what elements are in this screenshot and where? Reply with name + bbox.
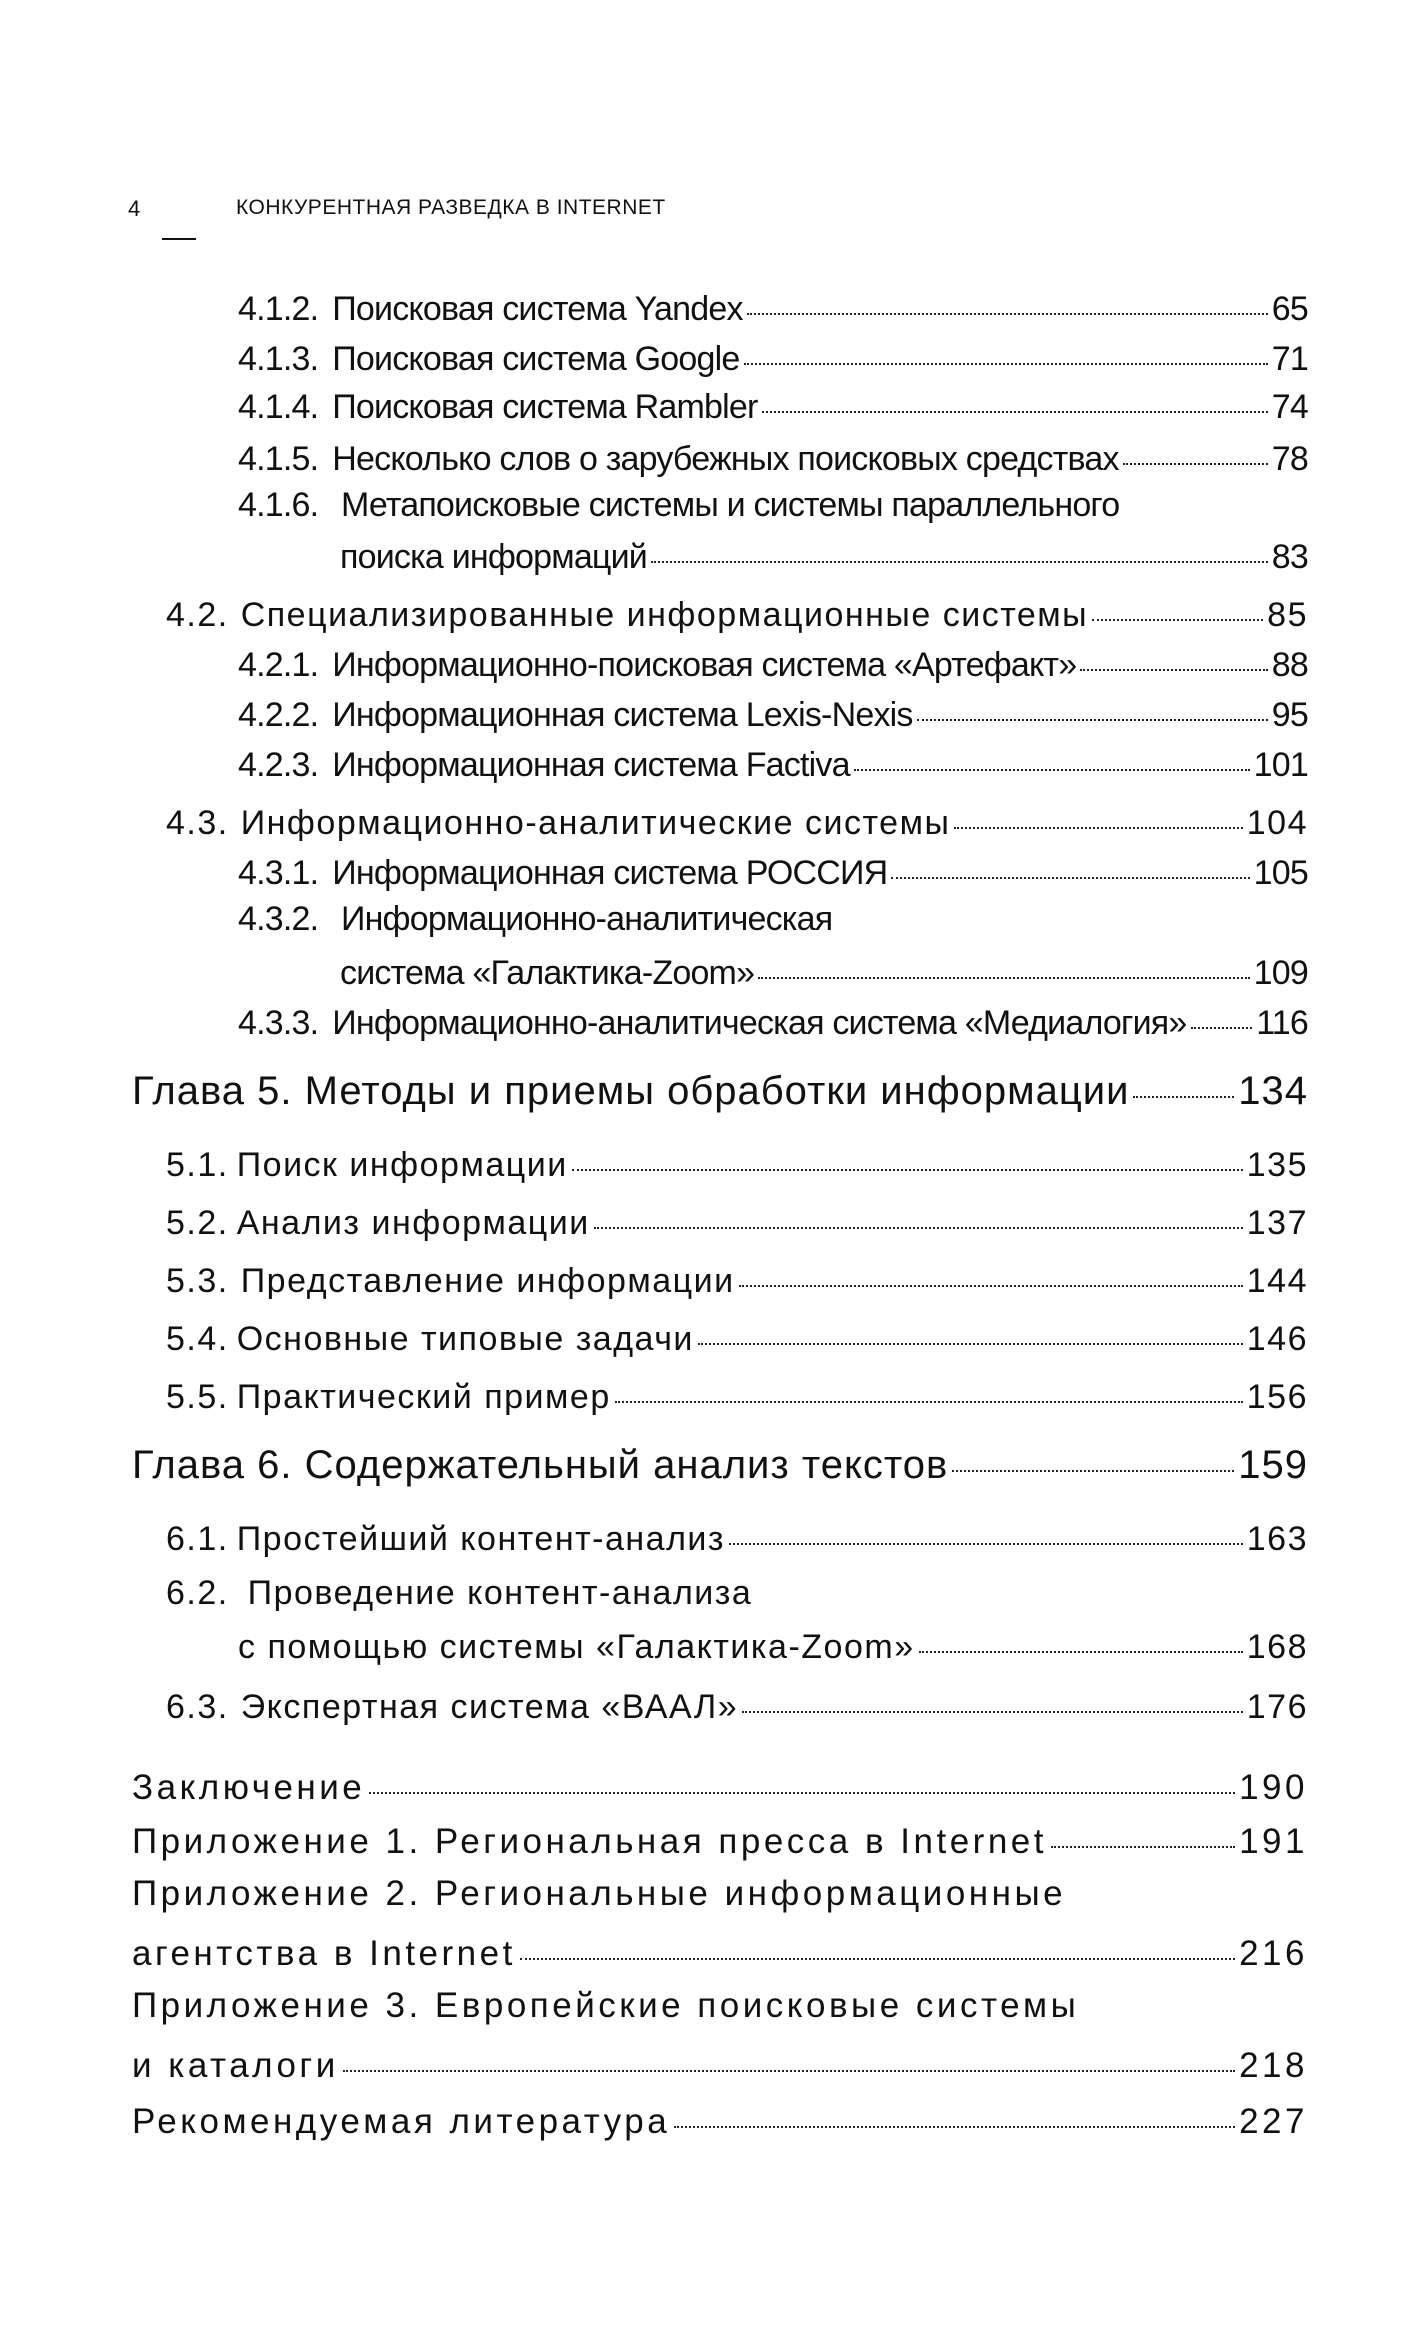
dot-leader <box>891 850 1249 884</box>
toc-entry-number: 5.4. <box>166 1320 229 1358</box>
toc-entry-number: 4.1.6. <box>238 486 319 524</box>
toc-entry-4-3[interactable] <box>166 800 1308 843</box>
toc-entry-page: 95 <box>1271 696 1308 734</box>
toc-entry-title-line1: Информационно-аналитическая <box>340 900 833 938</box>
toc-entry-title: Поисковая система Google <box>332 340 740 378</box>
dot-leader <box>698 1316 1243 1350</box>
toc-entry-title: Информационная система Factiva <box>332 746 850 784</box>
toc-entry-number: 6.2. <box>166 1574 229 1612</box>
toc-entry-title: Поиск информации <box>236 1146 568 1184</box>
toc-entry-4-1-4[interactable] <box>238 384 1308 427</box>
toc-entry-number: 4.1.4. <box>238 388 319 426</box>
toc-entry-page: 71 <box>1271 340 1308 378</box>
toc-entry-4-2-1[interactable] <box>238 642 1308 685</box>
toc-entry-page: 74 <box>1271 388 1308 426</box>
toc-entry-number: 4.3.2. <box>238 900 319 938</box>
toc-entry-page: 176 <box>1246 1688 1308 1726</box>
dot-leader <box>954 800 1242 834</box>
toc-entry-page: 105 <box>1253 854 1308 892</box>
toc-entry-number: 6.3. <box>166 1688 229 1726</box>
dot-leader <box>594 1200 1243 1234</box>
toc-entry-title-line2: агентства в Internet <box>132 1934 516 1973</box>
toc-entry-number: 4.3.3. <box>238 1004 319 1042</box>
toc-entry-title-line2: и каталоги <box>132 2046 339 2085</box>
dot-leader <box>651 534 1268 568</box>
toc-entry-page: 190 <box>1239 1768 1308 1807</box>
toc-entry-title-line2: с помощью системы «Галактика-Zoom» <box>238 1628 915 1666</box>
toc-entry-title: Приложение 1. Региональная пресса в Internet <box>132 1822 1047 1861</box>
toc-entry-title: Информационно-аналитическая система «Медиалогия» <box>332 1004 1187 1042</box>
toc-entry-title: Рекомендуемая литература <box>132 2102 671 2141</box>
toc-entry-4-3-1[interactable] <box>238 850 1308 893</box>
toc-entry-4-2-3[interactable] <box>238 742 1308 785</box>
toc-entry-4-1-3[interactable] <box>238 336 1308 379</box>
toc-entry-6-2[interactable] <box>166 1574 752 1613</box>
dot-leader <box>854 742 1250 776</box>
toc-entry-title: Экспертная система «ВААЛ» <box>240 1688 739 1726</box>
toc-entry-number: 4.2.2. <box>238 696 319 734</box>
toc-entry-title-line2: поиска информаций <box>340 538 647 576</box>
toc-entry-title: Простейший контент-анализ <box>236 1520 726 1558</box>
toc-entry-title: Практический пример <box>236 1378 611 1416</box>
dot-leader <box>729 1516 1243 1550</box>
dot-leader <box>1051 1818 1235 1853</box>
toc-entry-4-1-2[interactable] <box>238 286 1308 329</box>
toc-entry-4-1-6-continued[interactable] <box>340 534 1308 577</box>
dot-leader <box>1133 1064 1234 1104</box>
toc-entry-title-line1: Проведение контент-анализа <box>247 1574 753 1612</box>
toc-entry-page: 135 <box>1246 1146 1308 1184</box>
toc-entry-5-5[interactable] <box>166 1374 1308 1417</box>
dot-leader <box>343 2042 1235 2077</box>
toc-appendix-3-continued[interactable] <box>132 2042 1308 2086</box>
toc-entry-page: 163 <box>1246 1520 1308 1558</box>
toc-recommended-literature[interactable] <box>132 2098 1308 2142</box>
toc-appendix-2-continued[interactable] <box>132 1930 1308 1974</box>
toc-entry-page: 78 <box>1271 440 1308 478</box>
toc-entry-4-3-2-continued[interactable] <box>340 950 1308 993</box>
toc-entry-5-3[interactable] <box>166 1258 1308 1301</box>
toc-entry-4-2-2[interactable] <box>238 692 1308 735</box>
toc-entry-title: Информационно-аналитические системы <box>240 804 951 842</box>
toc-entry-title: Поисковая система Yandex <box>332 290 743 328</box>
toc-entry-page: 104 <box>1246 804 1308 842</box>
dot-leader <box>744 336 1268 370</box>
toc-conclusion[interactable] <box>132 1764 1308 1808</box>
dot-leader <box>919 1624 1243 1658</box>
dot-leader <box>615 1374 1243 1408</box>
dot-leader <box>1080 642 1267 676</box>
dot-leader <box>747 286 1268 320</box>
toc-entry-number: 4.2. <box>166 596 229 634</box>
dot-leader <box>758 950 1249 984</box>
toc-entry-4-2[interactable] <box>166 592 1308 635</box>
toc-entry-title: Анализ информации <box>236 1204 590 1242</box>
dot-leader <box>762 384 1268 418</box>
toc-entry-page: 218 <box>1239 2046 1308 2085</box>
toc-entry-title-line1: Приложение 3. Европейские поисковые системы <box>132 1986 1080 2025</box>
toc-chapter-5[interactable] <box>132 1064 1308 1114</box>
toc-entry-5-2[interactable] <box>166 1200 1308 1243</box>
toc-entry-page: 159 <box>1238 1443 1308 1487</box>
dot-leader <box>369 1764 1235 1799</box>
toc-entry-4-3-2[interactable] <box>238 900 832 939</box>
toc-entry-title-line2: система «Галактика-Zoom» <box>340 954 755 992</box>
toc-entry-page: 216 <box>1239 1934 1308 1973</box>
toc-entry-5-1[interactable] <box>166 1142 1308 1185</box>
toc-entry-number: 4.2.1. <box>238 646 319 684</box>
toc-entry-title: Несколько слов о зарубежных поисковых средствах <box>332 440 1119 478</box>
dot-leader <box>742 1684 1243 1718</box>
toc-appendix-1[interactable] <box>132 1818 1308 1862</box>
dot-leader <box>952 1438 1234 1478</box>
toc-entry-page: 101 <box>1253 746 1308 784</box>
toc-entry-4-3-3[interactable] <box>238 1000 1308 1043</box>
toc-entry-page: 191 <box>1239 1822 1308 1861</box>
toc-entry-number: 4.2.3. <box>238 746 319 784</box>
toc-entry-page: 227 <box>1239 2102 1308 2141</box>
toc-appendix-2[interactable] <box>132 1874 1066 1914</box>
toc-entry-number: 5.2. <box>166 1204 229 1242</box>
running-title: КОНКУРЕНТНАЯ РАЗВЕДКА В INTERNET <box>236 196 666 219</box>
toc-entry-number: 6.1. <box>166 1520 229 1558</box>
toc-entry-number: 4.3. <box>166 804 229 842</box>
toc-entry-page: 83 <box>1271 538 1308 576</box>
toc-entry-page: 144 <box>1246 1262 1308 1300</box>
toc-entry-title: Информационно-поисковая система «Артефакт» <box>332 646 1077 684</box>
toc-entry-title: Заключение <box>132 1768 366 1807</box>
toc-chapter-6[interactable] <box>132 1438 1308 1488</box>
toc-entry-title-line1: Приложение 2. Региональные информационные <box>132 1874 1067 1913</box>
toc-entry-number: 5.1. <box>166 1146 229 1184</box>
toc-entry-6-2-continued[interactable] <box>238 1624 1308 1667</box>
dot-leader <box>1191 1000 1253 1034</box>
toc-entry-title: Специализированные информационные системы <box>240 596 1089 634</box>
dot-leader <box>572 1142 1243 1176</box>
toc-entry-title: Представление информации <box>240 1262 735 1300</box>
page-number: 4 <box>128 196 141 221</box>
toc-entry-title: Информационная система РОССИЯ <box>332 854 888 892</box>
toc-entry-number: 4.1.2. <box>238 290 319 328</box>
toc-entry-title: Информационная система Lexis-Nexis <box>332 696 913 734</box>
toc-entry-number: 4.1.3. <box>238 340 319 378</box>
toc-entry-page: 137 <box>1246 1204 1308 1242</box>
toc-entry-number: 5.3. <box>166 1262 229 1300</box>
dot-leader <box>1123 436 1268 470</box>
dot-leader <box>917 692 1268 726</box>
toc-entry-page: 116 <box>1256 1004 1308 1042</box>
toc-entry-number: 4.3.1. <box>238 854 319 892</box>
toc-entry-page: 156 <box>1246 1378 1308 1416</box>
toc-entry-4-1-5[interactable] <box>238 436 1308 479</box>
toc-entry-6-1[interactable] <box>166 1516 1308 1559</box>
toc-entry-title: Поисковая система Rambler <box>332 388 758 426</box>
toc-entry-title-line1: Метапоисковые системы и системы параллельного <box>340 486 1120 524</box>
toc-entry-number: 5.5. <box>166 1378 229 1416</box>
toc-entry-page: 134 <box>1238 1069 1308 1113</box>
toc-entry-number: 4.1.5. <box>238 440 319 478</box>
dot-leader <box>739 1258 1243 1292</box>
toc-entry-title: Основные типовые задачи <box>236 1320 694 1358</box>
header-rule <box>162 238 196 240</box>
toc-chapter-title: Глава 5. Методы и приемы обработки информации <box>132 1069 1130 1113</box>
toc-chapter-title: Глава 6. Содержательный анализ текстов <box>132 1443 949 1487</box>
toc-entry-page: 88 <box>1271 646 1308 684</box>
dot-leader <box>674 2098 1235 2133</box>
toc-entry-page: 85 <box>1267 596 1308 634</box>
toc-appendix-3[interactable] <box>132 1986 1079 2026</box>
toc-entry-4-1-6[interactable] <box>238 486 1119 525</box>
toc-entry-page: 109 <box>1253 954 1308 992</box>
running-header <box>128 196 1308 236</box>
toc-entry-page: 146 <box>1246 1320 1308 1358</box>
toc-entry-5-4[interactable] <box>166 1316 1308 1359</box>
toc-entry-page: 168 <box>1246 1628 1308 1666</box>
toc-entry-page: 65 <box>1271 290 1308 328</box>
toc-entry-6-3[interactable] <box>166 1684 1308 1727</box>
dot-leader <box>520 1930 1235 1965</box>
dot-leader <box>1092 592 1263 626</box>
